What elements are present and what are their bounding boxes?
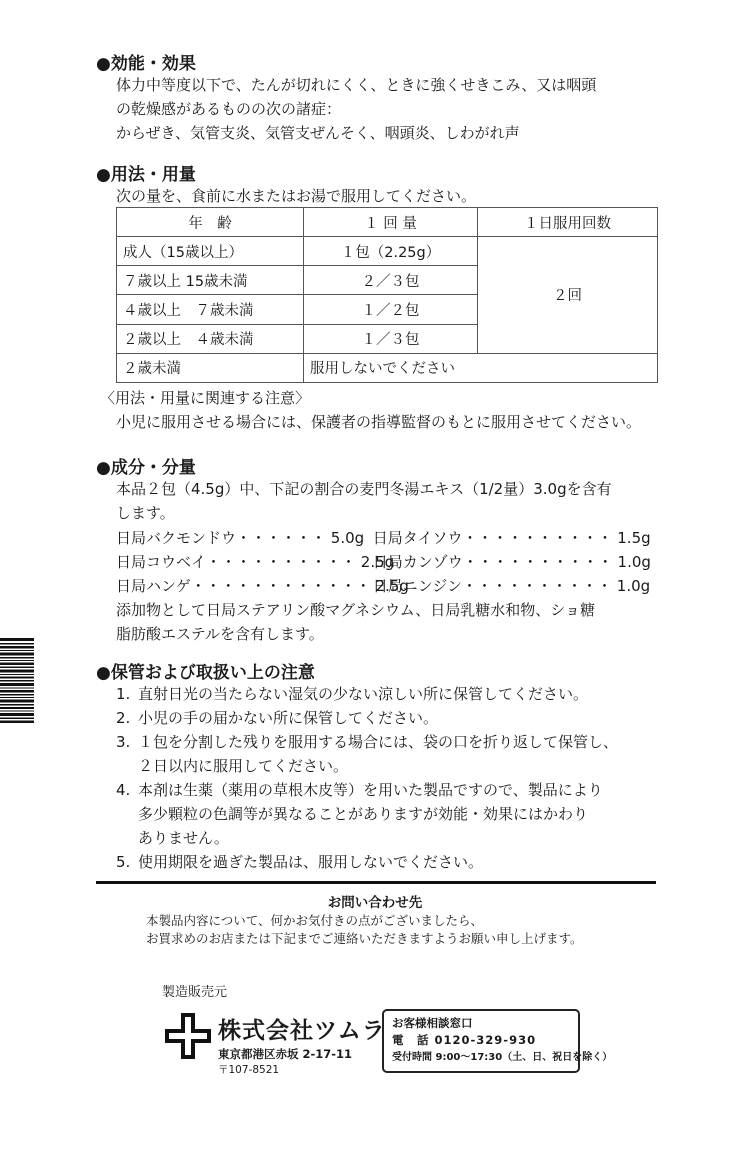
item-text-cont: ありません。	[138, 829, 229, 847]
age-cell: ７歳以上 15歳未満	[117, 266, 304, 295]
ingredients-intro	[116, 477, 612, 525]
dosage-note-text: 小児に服用させる場合には、保護者の指導監督のもとに服用させてください。	[116, 413, 642, 431]
list-item	[116, 706, 618, 730]
item-text-cont: ２日以内に服用してください。	[138, 757, 349, 775]
ingredients-title: ●成分・分量	[96, 458, 196, 478]
consult-title: お客様相談窓口	[392, 1016, 473, 1030]
do-not-take-cell: 服用しないでください	[304, 353, 658, 382]
age-cell: ４歳以上 ７歳未満	[117, 295, 304, 324]
ingredient-item: 日局ニンジン・・・・・・・・・・ 1.0g	[372, 577, 651, 595]
ingredient-row	[116, 575, 650, 596]
item-number: 4.	[116, 781, 131, 799]
maker-label: 製造販売元	[162, 985, 228, 1000]
ingredient-row	[116, 527, 651, 548]
hours-label: 受付時間	[392, 1052, 432, 1063]
dosage-title: ●用法・用量	[96, 165, 196, 185]
company-name: 株式会社ツムラ	[218, 1018, 386, 1044]
dosage-intro: 次の量を、食前に水またはお湯で服用してください。	[116, 187, 477, 205]
company-address: 東京都港区赤坂 2-17-11	[218, 1047, 353, 1061]
efficacy-line: の乾燥感があるものの次の諸症：	[116, 100, 342, 118]
ingredients-intro-line: 本品２包（4.5g）中、下記の割合の麦門冬湯エキス（1/2量）3.0gを含有	[116, 480, 612, 498]
contact-line: お買求めのお店または下記までご連絡いただきますようお願い申し上げます。	[146, 931, 583, 946]
ingredient-item: 日局カンゾウ・・・・・・・・・・ 1.0g	[372, 553, 651, 571]
item-number: 1.	[116, 685, 131, 703]
hours-value: 9:00〜17:30（土、日、祝日を除く）	[435, 1052, 613, 1063]
storage-list	[116, 682, 618, 874]
amount-cell: １包（2.25g）	[304, 237, 478, 266]
ingredient-item: 日局ハンゲ・・・・・・・・・・・・ 2.5g	[116, 577, 409, 595]
age-cell: 成人（15歳以上）	[117, 237, 304, 266]
efficacy-title: ●効能・効果	[96, 54, 196, 74]
barcode-graphic	[0, 638, 34, 724]
table-header-row	[117, 208, 658, 237]
amount-cell: ２／３包	[304, 266, 478, 295]
item-text: １包を分割した残りを服用する場合には、袋の口を折り返して保管し、	[138, 733, 619, 751]
consultation-box	[382, 1009, 613, 1073]
list-item	[116, 730, 618, 778]
list-item	[116, 778, 618, 850]
age-cell: ２歳以上 ４歳未満	[117, 324, 304, 353]
item-text-cont: 多少顆粒の色調等が異なることがありますが効能・効果にはかわり	[138, 805, 589, 823]
item-number: 3.	[116, 733, 131, 751]
header-amount: １ 回 量	[304, 208, 478, 237]
table-row	[117, 237, 658, 266]
age-cell: ２歳未満	[117, 353, 304, 382]
amount-cell: １／３包	[304, 324, 478, 353]
contact-text	[146, 912, 583, 948]
list-item	[116, 850, 618, 874]
ingredients-intro-line: します。	[116, 504, 175, 522]
additives-line: 脂肪酸エステルを含有します。	[116, 625, 324, 643]
dosage-note-title: 〈用法・用量に関連する注意〉	[100, 389, 311, 407]
consult-hours-row	[392, 1049, 613, 1066]
company-zip: 〒107-8521	[218, 1064, 280, 1076]
item-text: 本剤は生薬（薬用の草根木皮等）を用いた製品ですので、製品により	[138, 781, 603, 799]
additives-line: 添加物として日局ステアリン酸マグネシウム、日局乳糖水和物、ショ糖	[116, 601, 595, 619]
contact-line: 本製品内容について、何かお気付きの点がございましたら、	[146, 913, 484, 928]
ingredient-row	[116, 551, 651, 572]
header-daily: １日服用回数	[478, 208, 658, 237]
contact-title: お問い合わせ先	[327, 895, 423, 911]
additives-text	[116, 598, 595, 646]
item-number: 5.	[116, 853, 131, 871]
item-text: 直射日光の当たらない湿気の少ない涼しい所に保管してください。	[138, 685, 589, 703]
ingredient-item: 日局コウベイ・・・・・・・・・・ 2.5g	[116, 553, 395, 571]
phone-label: 電 話	[392, 1033, 430, 1047]
daily-cell: ２回	[478, 237, 658, 354]
table-row	[117, 353, 658, 382]
header-age: 年 齢	[117, 208, 304, 237]
efficacy-line: からぜき、気管支炎、気管支ぜんそく、咽頭炎、しわがれ声	[116, 124, 520, 142]
item-text: 小児の手の届かない所に保管してください。	[138, 709, 439, 727]
item-text: 使用期限を過ぎた製品は、服用しないでください。	[138, 853, 484, 871]
storage-title: ●保管および取扱い上の注意	[96, 663, 315, 683]
phone-number: 0120-329-930	[434, 1033, 537, 1047]
amount-cell: １／２包	[304, 295, 478, 324]
tsumura-logo-icon	[164, 1012, 212, 1060]
ingredient-item: 日局バクモンドウ・・・・・・ 5.0g	[116, 529, 365, 547]
section-divider	[96, 881, 656, 884]
item-number: 2.	[116, 709, 131, 727]
consult-phone-row	[392, 1032, 570, 1049]
list-item	[116, 682, 618, 706]
efficacy-line: 体力中等度以下で、たんが切れにくく、ときに強くせきこみ、又は咽頭	[116, 76, 597, 94]
efficacy-text	[116, 73, 596, 145]
ingredient-item: 日局タイソウ・・・・・・・・・・ 1.5g	[372, 529, 651, 547]
dosage-table	[116, 207, 658, 383]
